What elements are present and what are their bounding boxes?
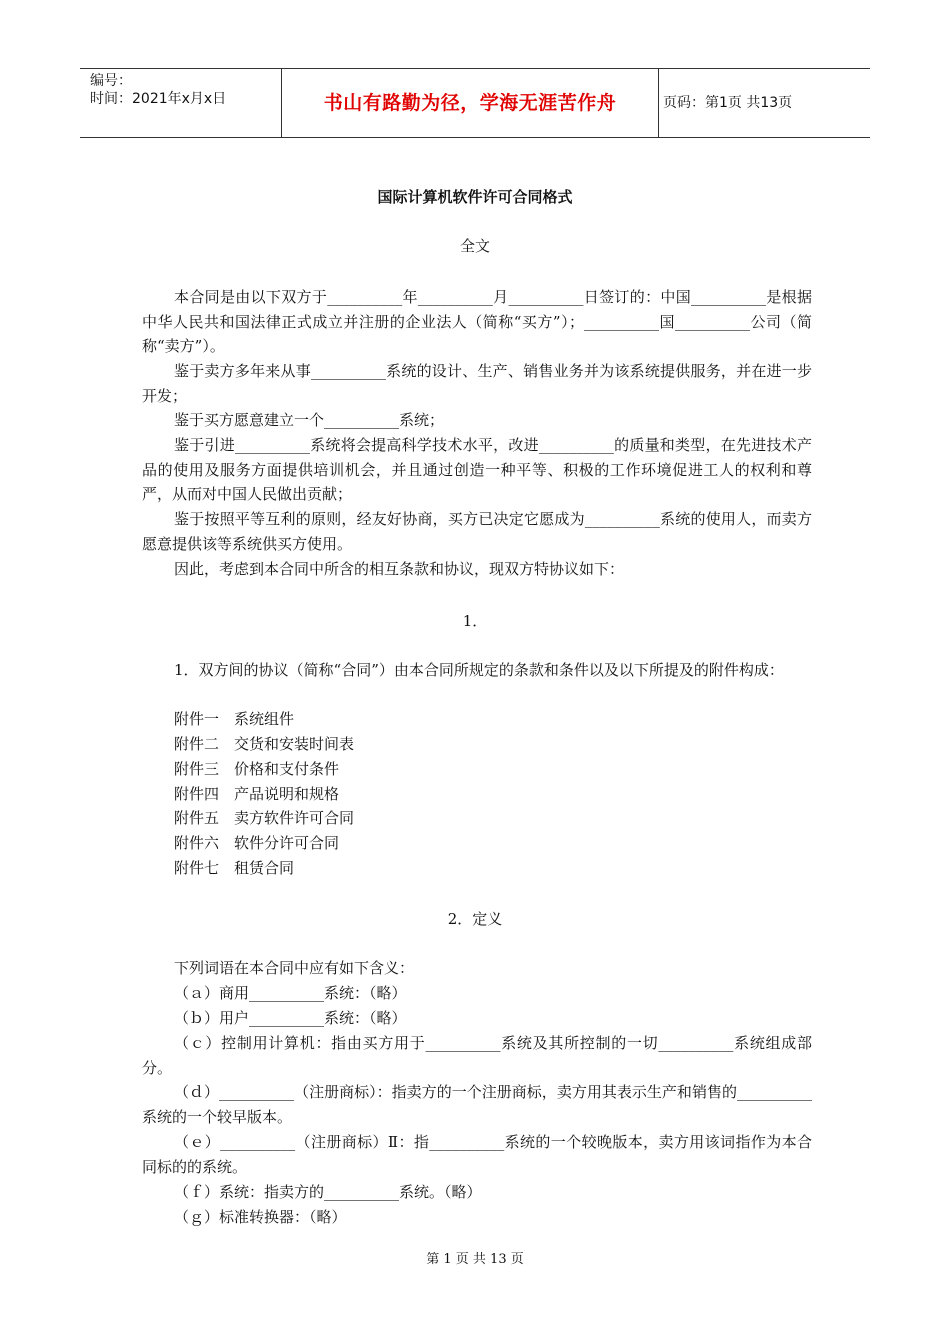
definition-f: （ｆ）系统：指卖方的__________系统。（略） (174, 1183, 482, 1201)
paragraph-whereas-seller: 鉴于卖方多年来从事__________系统的设计、生产、销售业务并为该系统提供服务，并在进一步开发； (142, 362, 812, 405)
attachment-item: 附件二 交货和安装时间表 (174, 735, 355, 753)
header-meta (80, 69, 281, 137)
section-1-heading: 1． (462, 612, 488, 630)
document-subtitle: 全文 (459, 237, 490, 255)
section-1-text: 1．双方间的协议（简称“合同”）由本合同所规定的条款和条件以及以下所提及的附件构成： (174, 661, 784, 679)
attachment-item: 附件六 软件分许可合同 (174, 834, 340, 852)
paragraph-whereas-mutual-benefit: 鉴于按照平等互利的原则，经友好协商，买方已决定它愿成为__________系统的使用人，而卖方愿意提供该等系统供买方使用。 (142, 510, 812, 553)
attachment-item: 附件五 卖方软件许可合同 (174, 809, 355, 827)
paragraph-parties: 本合同是由以下双方于__________年__________月__________日签订的：中国__________是根据中华人民共和国法律正式成立并注册的企业法人（简称“买方”）；__________国__________公司（简称“卖方”）。 (142, 288, 812, 355)
paragraph-therefore: 因此，考虑到本合同中所含的相互条款和协议，现双方特协议如下： (174, 560, 625, 578)
document-number: 编号： (90, 73, 132, 89)
document-date: 时间：2021年x月x日 (90, 91, 227, 107)
definition-g: （ｇ）标准转换器：（略） (174, 1208, 347, 1226)
document-title: 国际计算机软件许可合同格式 (377, 188, 573, 206)
definition-d: （ｄ）__________（注册商标）：指卖方的一个注册商标，卖方用其表示生产和销售的__________系统的一个较早版本。 (142, 1083, 812, 1126)
attachment-item: 附件四 产品说明和规格 (174, 785, 340, 803)
attachment-item: 附件三 价格和支付条件 (174, 760, 340, 778)
header-page-info: 页码：第1页 共13页 (663, 95, 793, 111)
definition-c: （ｃ）控制用计算机：指由买方用于__________系统及其所控制的一切__________系统组成部分。 (142, 1034, 812, 1077)
paragraph-whereas-buyer: 鉴于买方愿意建立一个__________系统； (174, 411, 445, 429)
definition-e: （ｅ）__________（注册商标）Ⅱ：指__________系统的一个较晚版本，卖方用该词指作为本合同标的的系统。 (142, 1133, 812, 1176)
definition-a: （ａ）商用__________系统：（略） (174, 984, 407, 1002)
definition-b: （ｂ）用户__________系统：（略） (174, 1009, 407, 1027)
page-footer: 第 1 页 共 13 页 (426, 1252, 524, 1267)
document-header (80, 68, 870, 138)
section-2-intro: 下列词语在本合同中应有如下含义： (174, 959, 415, 977)
attachment-item: 附件七 租赁合同 (174, 859, 295, 877)
section-2-heading: 2．定义 (447, 910, 503, 928)
attachment-item: 附件一 系统组件 (174, 710, 295, 728)
paragraph-whereas-introduction: 鉴于引进__________系统将会提高科学技术水平，改进__________的质量和类型，在先进技术产品的使用及服务方面提供培训机会，并且通过创造一种平等、积极的工作环境促进工人的权利和尊严，从而对中国人民做出贡献； (142, 436, 812, 503)
header-motto: 书山有路勤为径，学海无涯苦作舟 (281, 69, 659, 137)
